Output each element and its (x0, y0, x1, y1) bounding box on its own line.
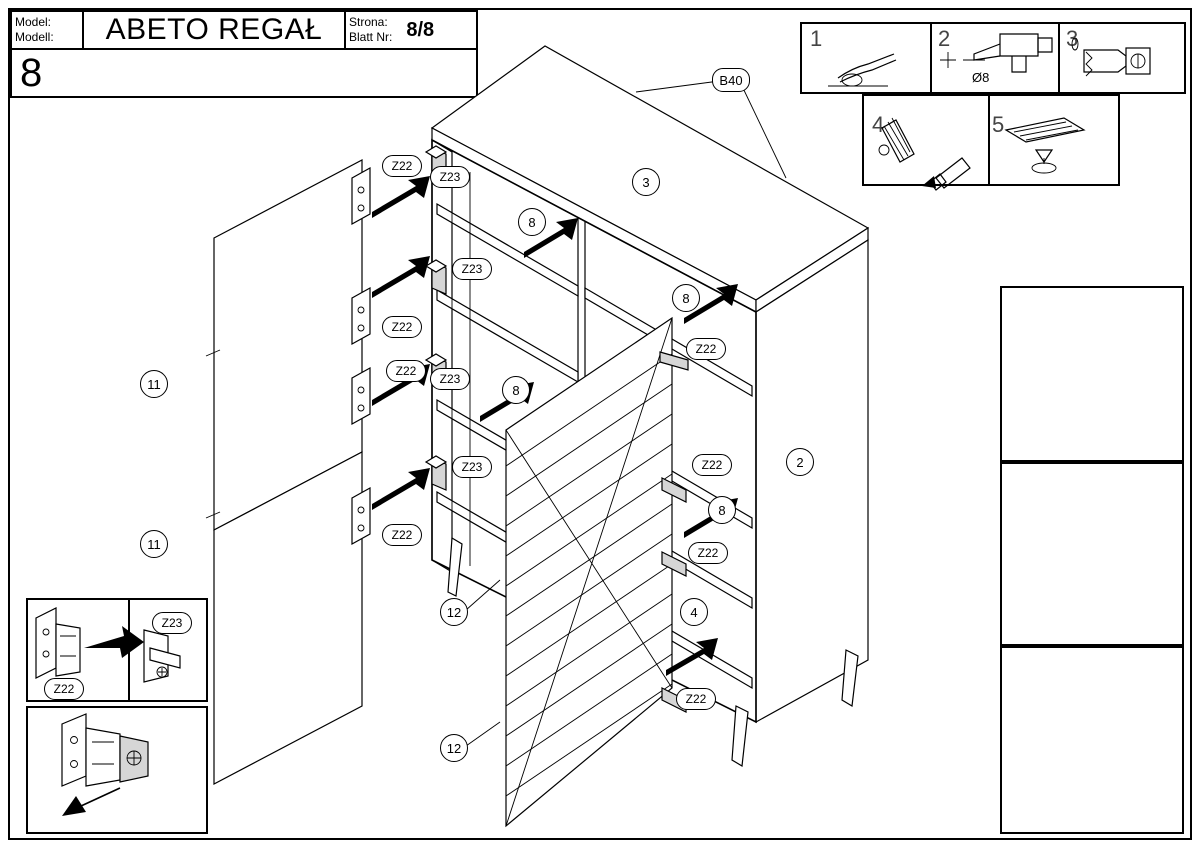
tag-z23-4: Z23 (452, 456, 492, 478)
hardware-step-1-number: 1 (810, 26, 823, 51)
callout-11-bottom: 11 (140, 530, 168, 558)
tag-z22-1: Z22 (382, 155, 422, 177)
detail-panel-depth (1000, 462, 1184, 646)
model-label-pl: Model: (15, 15, 52, 29)
callout-8-d: 8 (708, 496, 736, 524)
hardware-step-3-number: 3 (1066, 26, 1079, 51)
tag-z22-5: Z22 (686, 338, 726, 360)
detail-panel-vertical (1000, 646, 1184, 834)
detail-hinge-cup-drawing (36, 608, 180, 682)
tag-z23-3: Z23 (430, 368, 470, 390)
step-number: 8 (20, 51, 43, 95)
tag-z22-4: Z22 (382, 524, 422, 546)
callout-4: 4 (680, 598, 708, 626)
tag-z23-1: Z23 (430, 166, 470, 188)
hardware-step-2-number: 2 (938, 26, 951, 51)
tag-z23-detail: Z23 (152, 612, 192, 634)
callout-8-c: 8 (502, 376, 530, 404)
detail-panel-horizontal (1000, 286, 1184, 462)
page-number: 8/8 (406, 18, 435, 41)
tag-z22-2: Z22 (382, 316, 422, 338)
callout-12-bottom: 12 (440, 734, 468, 762)
hardware-step-5-number: 5 (992, 112, 1005, 137)
callout-8-a: 8 (518, 208, 546, 236)
tag-z22-8: Z22 (676, 688, 716, 710)
page-label-de: Blatt Nr: (349, 30, 393, 44)
tag-z22-7: Z22 (688, 542, 728, 564)
tag-z22-6: Z22 (692, 454, 732, 476)
callout-8-b: 8 (672, 284, 700, 312)
tag-z23-2: Z23 (452, 258, 492, 280)
callout-2: 2 (786, 448, 814, 476)
callout-B40: B40 (712, 68, 750, 92)
page-label-pl: Strona: (349, 15, 388, 29)
callout-12-top: 12 (440, 598, 468, 626)
detail-hinge-adjust-drawing (62, 714, 148, 816)
model-name: ABETO REGAŁ (84, 12, 346, 50)
tag-z22-detail: Z22 (44, 678, 84, 700)
model-label-de: Modell: (15, 30, 54, 44)
hardware-step-4-number: 4 (872, 112, 885, 137)
drill-diameter-label: Ø8 (972, 70, 990, 85)
callout-3: 3 (632, 168, 660, 196)
tag-z22-3: Z22 (386, 360, 426, 382)
callout-11-top: 11 (140, 370, 168, 398)
